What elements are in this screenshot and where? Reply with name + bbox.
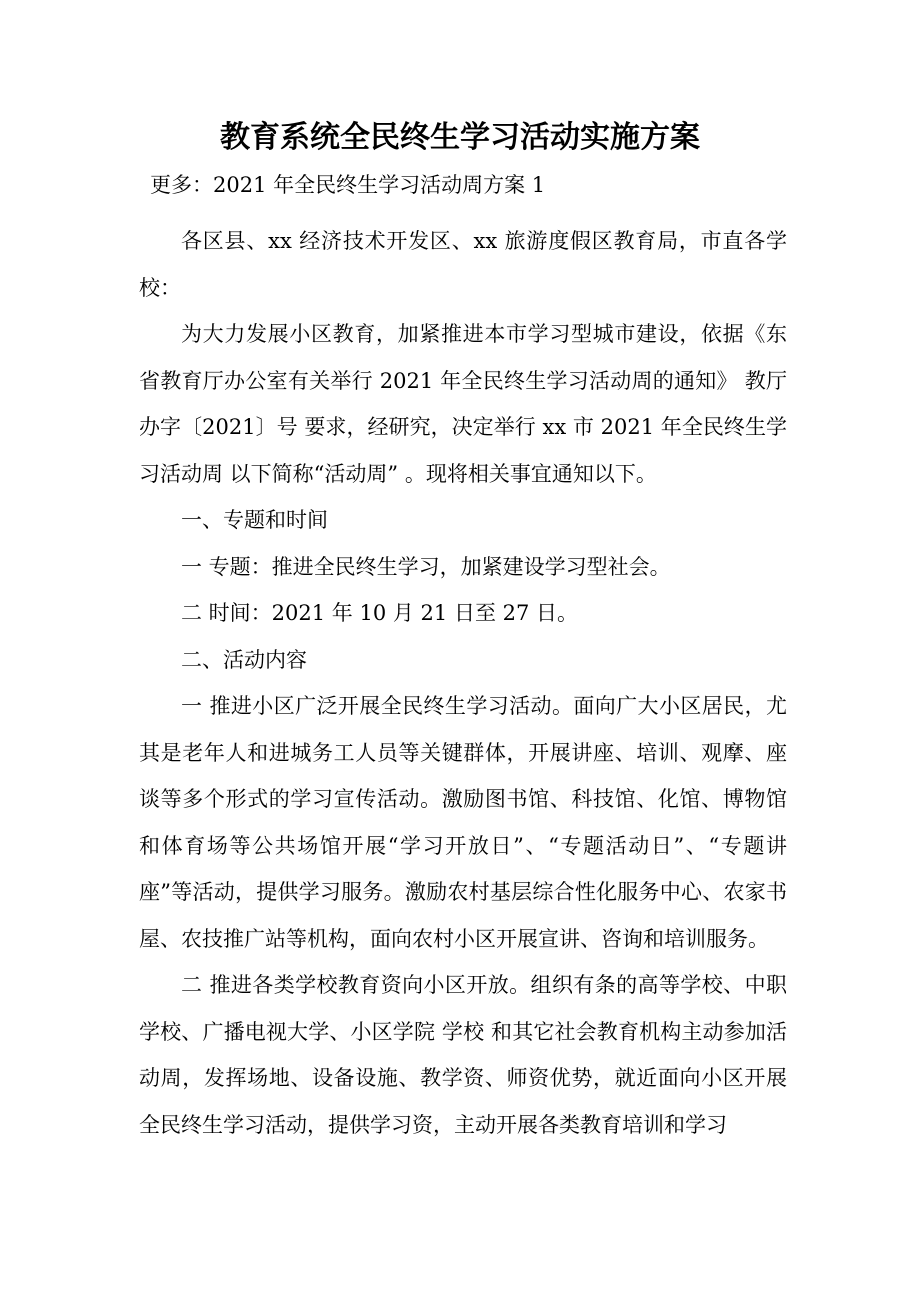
- paragraph-intro: 为大力发展小区教育，加紧推进本市学习型城市建设，依据《东省教育厅办公室有关举行 2021 年全民终生学习活动周的通知》 教厅办字〔2021〕号 要求，经研究，决定举行 xx 市 2021 年全民终生学习活动周 以下简称“活动周” 。现将相关事宜通知以下。: [139, 322, 787, 486]
- paragraph-content-2: 二 推进各类学校教育资向小区开放。组织有条的高等学校、中职学校、广播电视大学、小区学院 学校 和其它社会教育机构主动参加活动周，发挥场地、设备设施、教学资、师资优势，就近面向小区开展全民终生学习活动，提供学习资，主动开展各类教育培训和学习: [139, 973, 787, 1137]
- paragraph-content-1: 一 推进小区广泛开展全民终生学习活动。面向广大小区居民，尤其是老年人和进城务工人员等关键群体，开展讲座、培训、观摩、座谈等多个形式的学习宣传活动。激励图书馆、科技馆、化馆、博物馆和体育场等公共场馆开展“学习开放日”、“专题活动日”、“专题讲座”等活动，提供学习服务。激励农村基层综合性化服务中心、农家书屋、农技推广站等机构，面向农村小区开展宣讲、咨询和培训服务。: [139, 694, 787, 951]
- paragraph-time: 二 时间：2021 年 10 月 21 日至 27 日。: [181, 601, 579, 625]
- section-heading-content: 二、活动内容: [181, 647, 307, 672]
- section-heading-topic-time: 一、专题和时间: [181, 508, 328, 532]
- document-title: 教育系统全民终生学习活动实施方案: [220, 120, 700, 155]
- more-line: 更多：2021 年全民终生学习活动周方案 1: [150, 173, 546, 197]
- document-body: [139, 218, 787, 1148]
- paragraph-recipients: 各区县、xx 经济技术开发区、xx 旅游度假区教育局，市直各学校：: [139, 229, 787, 300]
- paragraph-topic: 一 专题：推进全民终生学习，加紧建设学习型社会。: [181, 554, 671, 579]
